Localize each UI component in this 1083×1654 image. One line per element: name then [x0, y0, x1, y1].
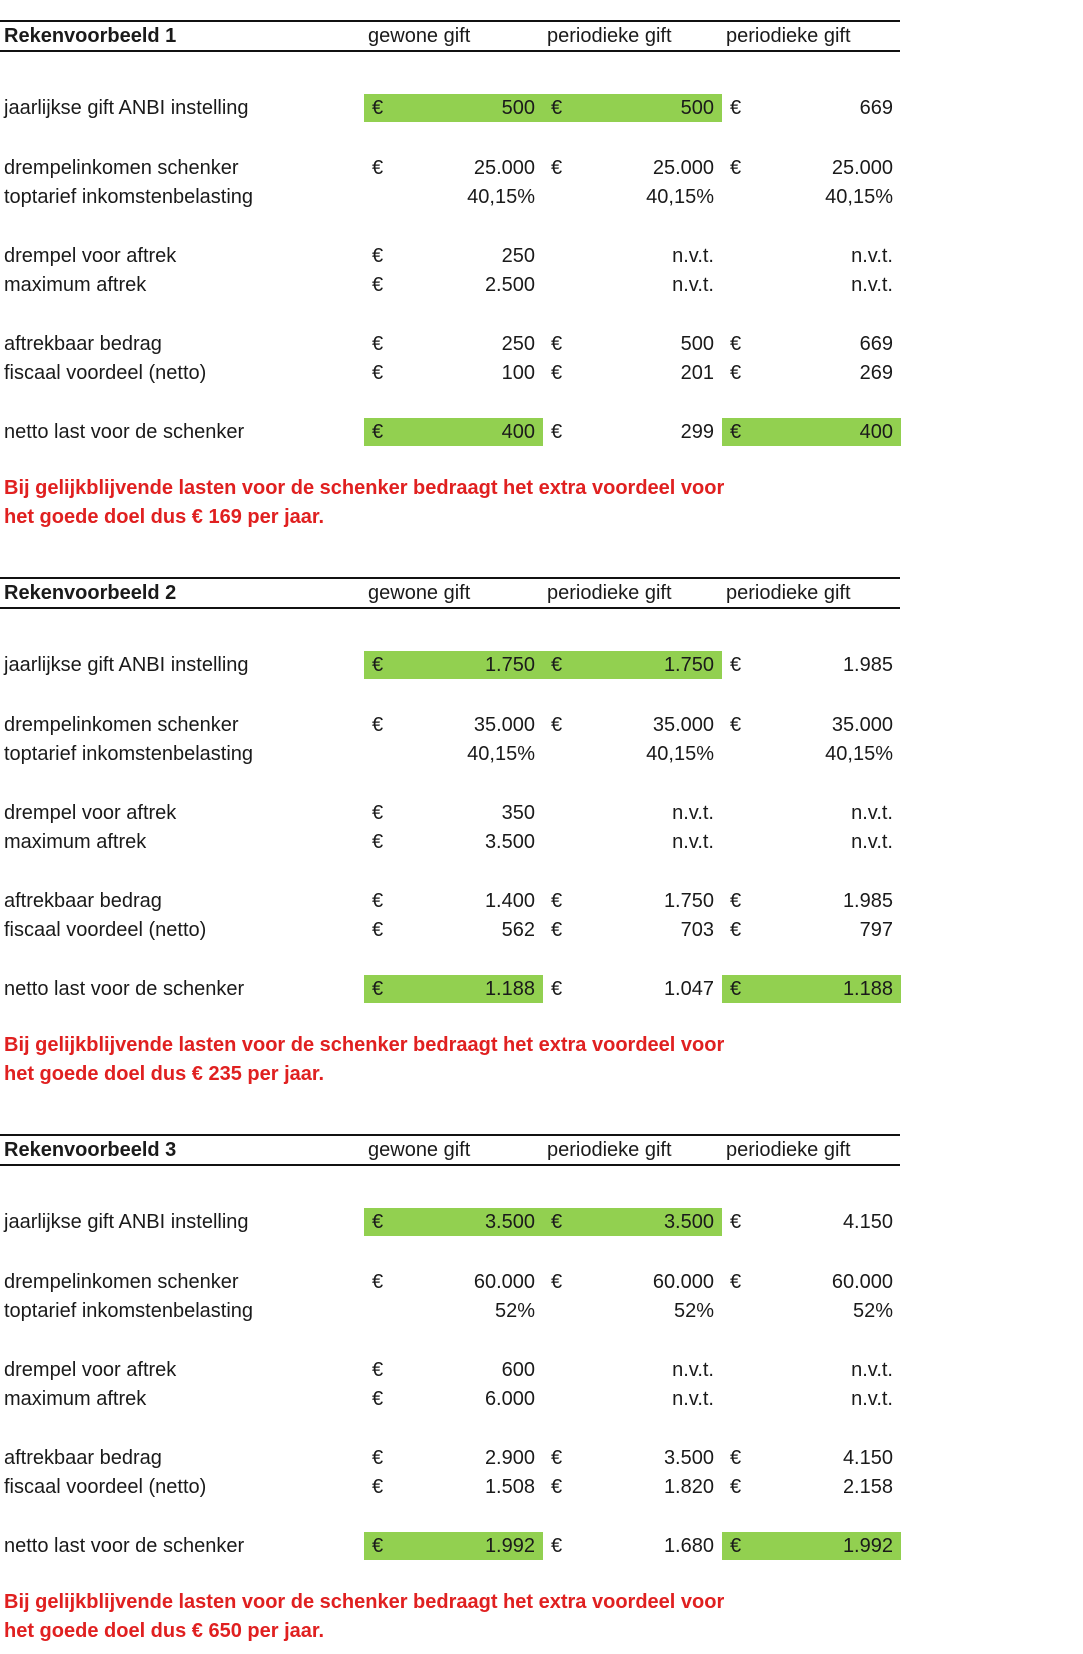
highlighted-cell: [364, 975, 543, 1003]
header-top-rule: [0, 20, 900, 22]
row-label: fiscaal voordeel (netto): [4, 362, 207, 384]
cell-value: n.v.t.: [672, 274, 714, 296]
row-label: drempelinkomen schenker: [4, 157, 239, 179]
value-cell: [722, 887, 901, 915]
row-label: jaarlijkse gift ANBI instelling: [4, 97, 249, 119]
cell-value: 1.188: [484, 978, 535, 1000]
euro-symbol: €: [372, 1359, 384, 1381]
table-row: [0, 711, 900, 739]
euro-symbol: €: [372, 890, 384, 912]
row-label: drempel voor aftrek: [4, 1359, 177, 1381]
highlighted-cell: [364, 651, 543, 679]
cell-value: 1.188: [842, 978, 893, 1000]
highlighted-cell: [543, 94, 722, 122]
table-row: [0, 799, 900, 827]
value-cell: [543, 1532, 722, 1560]
cell-value: 1.992: [842, 1535, 893, 1557]
euro-symbol: €: [551, 1476, 563, 1498]
euro-symbol: €: [730, 362, 742, 384]
table-row: [0, 887, 900, 915]
table-row: [0, 154, 900, 182]
cell-value: 500: [680, 333, 714, 355]
table-row: [0, 1208, 900, 1236]
cell-value: 1.985: [842, 890, 893, 912]
cell-value: 1.820: [663, 1476, 714, 1498]
cell-value: 1.047: [663, 978, 714, 1000]
euro-symbol: €: [730, 333, 742, 355]
value-cell: [364, 1385, 543, 1413]
cell-value: 25.000: [652, 157, 714, 179]
value-cell: [543, 711, 722, 739]
example-block: [0, 20, 900, 540]
highlighted-cell: [364, 1532, 543, 1560]
euro-symbol: €: [730, 1447, 742, 1469]
cell-value: 500: [680, 97, 714, 119]
value-cell: [722, 330, 901, 358]
highlighted-cell: [543, 651, 722, 679]
value-cell: [543, 887, 722, 915]
euro-symbol: €: [551, 1211, 563, 1233]
cell-value: 35.000: [652, 714, 714, 736]
table-row: [0, 740, 900, 768]
cell-value: 35.000: [831, 714, 893, 736]
example-block: [0, 577, 900, 1097]
euro-symbol: €: [551, 157, 563, 179]
cell-value: 562: [501, 919, 535, 941]
header-top-rule: [0, 577, 900, 579]
value-cell: [364, 1356, 543, 1384]
euro-symbol: €: [372, 714, 384, 736]
cell-value: 1.750: [484, 654, 535, 676]
value-cell: [364, 887, 543, 915]
cell-value: 2.900: [484, 1447, 535, 1469]
euro-symbol: €: [730, 1476, 742, 1498]
cell-value: 3.500: [663, 1211, 714, 1233]
cell-value: 400: [859, 421, 893, 443]
row-label: drempel voor aftrek: [4, 802, 177, 824]
cell-value: 269: [859, 362, 893, 384]
table-row: [0, 975, 900, 1003]
row-label: fiscaal voordeel (netto): [4, 1476, 207, 1498]
value-cell: [364, 1473, 543, 1501]
column-header: periodieke gift: [726, 582, 851, 604]
cell-value: n.v.t.: [851, 1388, 893, 1410]
euro-symbol: €: [551, 714, 563, 736]
euro-symbol: €: [730, 1211, 742, 1233]
euro-symbol: €: [372, 1476, 384, 1498]
euro-symbol: €: [372, 1211, 384, 1233]
value-cell: [543, 1268, 722, 1296]
euro-symbol: €: [551, 919, 563, 941]
euro-symbol: €: [551, 362, 563, 384]
cell-value: 669: [859, 333, 893, 355]
euro-symbol: €: [372, 1447, 384, 1469]
euro-symbol: €: [730, 1271, 742, 1293]
cell-value: 1.985: [842, 654, 893, 676]
row-label: drempelinkomen schenker: [4, 714, 239, 736]
example-block: [0, 1134, 900, 1654]
cell-value: 299: [680, 421, 714, 443]
table-row: [0, 651, 900, 679]
value-cell: [722, 651, 901, 679]
cell-value: 3.500: [484, 1211, 535, 1233]
value-cell: [543, 183, 722, 211]
value-cell: [722, 1208, 901, 1236]
note-line: Bij gelijkblijvende lasten voor de schenker bedraagt het extra voordeel voor: [4, 477, 725, 499]
cell-value: 1.508: [484, 1476, 535, 1498]
cell-value: 600: [501, 1359, 535, 1381]
row-label: netto last voor de schenker: [4, 421, 245, 443]
euro-symbol: €: [730, 714, 742, 736]
cell-value: 250: [501, 333, 535, 355]
euro-symbol: €: [730, 654, 742, 676]
cell-value: n.v.t.: [851, 1359, 893, 1381]
cell-value: 52%: [852, 1300, 893, 1322]
value-cell: [364, 1268, 543, 1296]
value-cell: [722, 799, 901, 827]
cell-value: 1.680: [663, 1535, 714, 1557]
cell-value: 1.750: [663, 890, 714, 912]
example-title: Rekenvoorbeeld 3: [4, 1139, 177, 1161]
value-cell: [543, 271, 722, 299]
value-cell: [722, 94, 901, 122]
table-row: [0, 183, 900, 211]
row-label: maximum aftrek: [4, 1388, 147, 1410]
euro-symbol: €: [551, 890, 563, 912]
cell-value: 60.000: [652, 1271, 714, 1293]
cell-value: 669: [859, 97, 893, 119]
value-cell: [364, 359, 543, 387]
value-cell: [722, 271, 901, 299]
cell-value: 3.500: [484, 831, 535, 853]
euro-symbol: €: [372, 831, 384, 853]
value-cell: [543, 828, 722, 856]
value-cell: [543, 1297, 722, 1325]
euro-symbol: €: [551, 1271, 563, 1293]
cell-value: 6.000: [484, 1388, 535, 1410]
value-cell: [722, 1385, 901, 1413]
highlighted-cell: [722, 1532, 901, 1560]
euro-symbol: €: [551, 1535, 563, 1557]
table-row: [0, 271, 900, 299]
row-label: jaarlijkse gift ANBI instelling: [4, 1211, 249, 1233]
value-cell: [364, 1297, 543, 1325]
value-cell: [722, 828, 901, 856]
header-bottom-rule: [0, 1164, 900, 1166]
example-title: Rekenvoorbeeld 1: [4, 25, 177, 47]
cell-value: 4.150: [842, 1211, 893, 1233]
note-line: het goede doel dus € 235 per jaar.: [4, 1063, 325, 1085]
cell-value: n.v.t.: [851, 245, 893, 267]
highlighted-cell: [364, 418, 543, 446]
table-row: [0, 94, 900, 122]
cell-value: 40,15%: [467, 186, 535, 208]
value-cell: [722, 740, 901, 768]
row-label: fiscaal voordeel (netto): [4, 919, 207, 941]
euro-symbol: €: [372, 362, 384, 384]
value-cell: [364, 242, 543, 270]
row-label: drempel voor aftrek: [4, 245, 177, 267]
table-row: [0, 242, 900, 270]
euro-symbol: €: [372, 421, 384, 443]
column-header: periodieke gift: [547, 1139, 672, 1161]
row-label: toptarief inkomstenbelasting: [4, 186, 254, 208]
value-cell: [543, 916, 722, 944]
euro-symbol: €: [372, 157, 384, 179]
value-cell: [722, 916, 901, 944]
header-top-rule: [0, 1134, 900, 1136]
highlighted-cell: [543, 1208, 722, 1236]
table-row: [0, 1268, 900, 1296]
value-cell: [722, 183, 901, 211]
euro-symbol: €: [730, 1535, 742, 1557]
note-line: het goede doel dus € 169 per jaar.: [4, 506, 325, 528]
value-cell: [543, 330, 722, 358]
cell-value: 1.750: [663, 654, 714, 676]
cell-value: 25.000: [831, 157, 893, 179]
euro-symbol: €: [551, 97, 563, 119]
euro-symbol: €: [372, 333, 384, 355]
table-row: [0, 418, 900, 446]
value-cell: [543, 740, 722, 768]
value-cell: [722, 242, 901, 270]
value-cell: [543, 1444, 722, 1472]
column-header: periodieke gift: [547, 582, 672, 604]
cell-value: 40,15%: [467, 743, 535, 765]
cell-value: 500: [501, 97, 535, 119]
table-row: [0, 916, 900, 944]
cell-value: 52%: [673, 1300, 714, 1322]
value-cell: [543, 418, 722, 446]
cell-value: 201: [680, 362, 714, 384]
value-cell: [543, 799, 722, 827]
euro-symbol: €: [730, 890, 742, 912]
cell-value: n.v.t.: [672, 802, 714, 824]
value-cell: [364, 916, 543, 944]
column-header: periodieke gift: [726, 1139, 851, 1161]
cell-value: n.v.t.: [851, 831, 893, 853]
cell-value: 40,15%: [825, 186, 893, 208]
euro-symbol: €: [730, 157, 742, 179]
cell-value: 52%: [494, 1300, 535, 1322]
value-cell: [722, 1297, 901, 1325]
example-title: Rekenvoorbeeld 2: [4, 582, 177, 604]
table-row: [0, 1444, 900, 1472]
euro-symbol: €: [372, 1535, 384, 1557]
row-label: drempelinkomen schenker: [4, 1271, 239, 1293]
euro-symbol: €: [372, 1271, 384, 1293]
row-label: aftrekbaar bedrag: [4, 890, 162, 912]
note-line: Bij gelijkblijvende lasten voor de schenker bedraagt het extra voordeel voor: [4, 1591, 725, 1613]
value-cell: [543, 975, 722, 1003]
column-header: periodieke gift: [547, 25, 672, 47]
table-row: [0, 330, 900, 358]
cell-value: 797: [859, 919, 893, 941]
table-row: [0, 359, 900, 387]
column-header: gewone gift: [368, 1139, 471, 1161]
value-cell: [364, 711, 543, 739]
value-cell: [364, 183, 543, 211]
euro-symbol: €: [372, 245, 384, 267]
highlighted-cell: [364, 1208, 543, 1236]
euro-symbol: €: [730, 421, 742, 443]
highlighted-cell: [722, 418, 901, 446]
euro-symbol: €: [372, 802, 384, 824]
note-line: Bij gelijkblijvende lasten voor de schenker bedraagt het extra voordeel voor: [4, 1034, 725, 1056]
cell-value: 4.150: [842, 1447, 893, 1469]
value-cell: [364, 271, 543, 299]
value-cell: [543, 154, 722, 182]
euro-symbol: €: [730, 919, 742, 941]
value-cell: [364, 154, 543, 182]
note-line: het goede doel dus € 650 per jaar.: [4, 1620, 325, 1642]
cell-value: 400: [501, 421, 535, 443]
table-row: [0, 1532, 900, 1560]
cell-value: 40,15%: [825, 743, 893, 765]
cell-value: n.v.t.: [672, 245, 714, 267]
cell-value: 1.992: [484, 1535, 535, 1557]
value-cell: [543, 1356, 722, 1384]
header-bottom-rule: [0, 50, 900, 52]
cell-value: 703: [680, 919, 714, 941]
cell-value: n.v.t.: [851, 274, 893, 296]
euro-symbol: €: [372, 97, 384, 119]
euro-symbol: €: [730, 97, 742, 119]
row-label: maximum aftrek: [4, 274, 147, 296]
cell-value: 25.000: [473, 157, 535, 179]
row-label: toptarief inkomstenbelasting: [4, 743, 254, 765]
cell-value: n.v.t.: [672, 831, 714, 853]
value-cell: [543, 1385, 722, 1413]
value-cell: [722, 359, 901, 387]
row-label: toptarief inkomstenbelasting: [4, 1300, 254, 1322]
cell-value: 100: [501, 362, 535, 384]
euro-symbol: €: [551, 978, 563, 1000]
highlighted-cell: [722, 975, 901, 1003]
euro-symbol: €: [730, 978, 742, 1000]
euro-symbol: €: [372, 274, 384, 296]
value-cell: [722, 1444, 901, 1472]
column-header: periodieke gift: [726, 25, 851, 47]
cell-value: n.v.t.: [851, 802, 893, 824]
cell-value: 1.400: [484, 890, 535, 912]
table-row: [0, 828, 900, 856]
row-label: aftrekbaar bedrag: [4, 1447, 162, 1469]
euro-symbol: €: [551, 1447, 563, 1469]
cell-value: 35.000: [473, 714, 535, 736]
value-cell: [364, 828, 543, 856]
cell-value: 350: [501, 802, 535, 824]
highlighted-cell: [364, 94, 543, 122]
row-label: netto last voor de schenker: [4, 978, 245, 1000]
cell-value: 60.000: [831, 1271, 893, 1293]
value-cell: [543, 242, 722, 270]
euro-symbol: €: [372, 654, 384, 676]
value-cell: [722, 711, 901, 739]
cell-value: 250: [501, 245, 535, 267]
euro-symbol: €: [551, 333, 563, 355]
euro-symbol: €: [551, 421, 563, 443]
row-label: aftrekbaar bedrag: [4, 333, 162, 355]
row-label: netto last voor de schenker: [4, 1535, 245, 1557]
euro-symbol: €: [372, 978, 384, 1000]
value-cell: [364, 1444, 543, 1472]
value-cell: [364, 740, 543, 768]
table-row: [0, 1297, 900, 1325]
column-header: gewone gift: [368, 25, 471, 47]
euro-symbol: €: [372, 1388, 384, 1410]
table-row: [0, 1385, 900, 1413]
column-header: gewone gift: [368, 582, 471, 604]
cell-value: 2.158: [842, 1476, 893, 1498]
cell-value: 40,15%: [646, 186, 714, 208]
cell-value: 60.000: [473, 1271, 535, 1293]
value-cell: [722, 1473, 901, 1501]
value-cell: [543, 359, 722, 387]
value-cell: [543, 1473, 722, 1501]
cell-value: n.v.t.: [672, 1359, 714, 1381]
cell-value: n.v.t.: [672, 1388, 714, 1410]
table-row: [0, 1473, 900, 1501]
value-cell: [364, 330, 543, 358]
value-cell: [722, 154, 901, 182]
row-label: jaarlijkse gift ANBI instelling: [4, 654, 249, 676]
table-row: [0, 1356, 900, 1384]
euro-symbol: €: [551, 654, 563, 676]
value-cell: [722, 1356, 901, 1384]
value-cell: [722, 1268, 901, 1296]
row-label: maximum aftrek: [4, 831, 147, 853]
cell-value: 40,15%: [646, 743, 714, 765]
euro-symbol: €: [372, 919, 384, 941]
header-bottom-rule: [0, 607, 900, 609]
cell-value: 2.500: [484, 274, 535, 296]
value-cell: [364, 799, 543, 827]
cell-value: 3.500: [663, 1447, 714, 1469]
